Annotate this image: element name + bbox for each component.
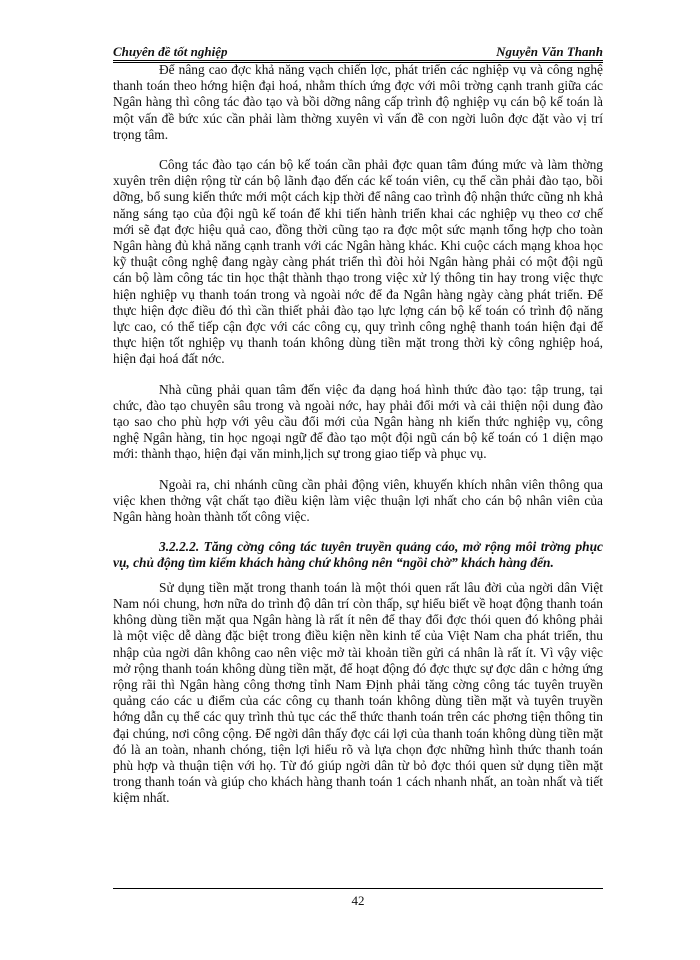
paragraph-training-diversification: Nhà cũng phải quan tâm đến việc đa dạng hoá hình thức đào tạo: tập trung, tại chức, đào tạo chuyên sâu trong và ngoài nớc, hay phải đổi mới và cải thiện nội dung đào tạo sao cho phù hợp với yêu cầu đổi mới của Ngân hàng nh kiến thức nghiệp vụ, công nghệ Ngân hàng, tin học ngoại ngữ để đào tạo một đội ngũ cán bộ kế toán có 1 diện mạo mới: thành thạo, hiện đại văn minh,lịch sự trong giao tiếp và phục vụ. — [113, 381, 603, 462]
paragraph-staff-motivation: Ngoài ra, chi nhánh cũng cần phải động viên, khuyến khích nhân viên thông qua việc khen thởng vật chất tạo điều kiện làm việc thuận lợi nhất cho cán bộ nhân viên của Ngân hàng hoàn thành tốt công việc. — [113, 476, 603, 525]
footer-divider — [113, 888, 603, 889]
paragraph-cash-habits: Sử dụng tiền mặt trong thanh toán là một thói quen rất lâu đời của ngời dân Việt Nam nói chung, hơn nữa do trình độ dân trí còn thấp, sự hiểu biết về hoạt động thanh toán không dùng tiền mặt qua Ngân hàng là rất ít nên để thay đổi đợc thói quen đó không phải là một việc dễ dàng đặc biệt trong điều kiện nền kinh tế của Việt Nam cha phát triển, thu nhập của ngời dân không cao nên việc mở tài khoản tiền gửi cá nhân là rất ít. Vì vậy việc mở rộng thanh toán không dùng tiền mặt, để hoạt động đó đợc thực sự đợc dân c hởng ứng rộng rãi thì Ngân hàng công thơng tỉnh Nam Định phải tăng cờng công tác tuyên truyền quảng cáo các u điểm của các công cụ thanh toán không dùng tiền mặt và tuyên truyền hớng dẫn cụ thể các quy trình thủ tục các thể thức thanh toán trên các phơng tiện thông tin đại chúng, nơi công cộng. Để ngời dân thấy đợc cái lợi của thanh toán không dùng tiền mặt đó là an toàn, nhanh chóng, tiện lợi hiểu rõ và lựa chọn đợc những hình thức thanh toán phù hợp và thuận tiện với họ. Từ đó giúp ngời dân từ bỏ đợc thói quen sử dụng tiền mặt trong thanh toán và giúp cho khách hàng thanh toán 1 cách nhanh nhất, an toàn nhất và tiết kiệm nhất. — [113, 579, 603, 806]
page-body — [113, 62, 603, 821]
page-header — [113, 42, 603, 62]
section-heading-3-2-2-2: 3.2.2.2. Tăng cờng công tác tuyên truyền quảng cáo, mở rộng môi trờng phục vụ, chủ động tìm kiếm khách hàng chứ không nên “ngồi chờ” khách hàng đến. — [113, 539, 603, 571]
header-author-name: Nguyễn Văn Thanh — [496, 44, 603, 59]
page-number: 42 — [351, 893, 365, 908]
paragraph-training-details: Công tác đào tạo cán bộ kế toán cần phải đợc quan tâm đúng mức và làm thờng xuyên trên diện rộng từ cán bộ lãnh đạo đến các kế toán viên, cụ thể cần phải đào tạo, bồi dỡng, bổ sung kiến thức mới một cách kịp thời để nâng cao trình độ nhận thức cũng nh khả năng sáng tạo của đội ngũ kế toán để khi tiến hành triển khai các nghiệp vụ theo cơ chế mới sẽ đạt đợc hiệu quả cao, đồng thời cũng tạo ra đợc một sức mạnh tổng hợp cho toàn Ngân hàng đủ khả năng cạnh tranh với các Ngân hàng khác. Khi cuộc cách mạng khoa học kỹ thuật công nghệ đang ngày càng phát triển thì đòi hỏi Ngân hàng phải có một đội ngũ cán bộ làm công tác tin học thật thành thạo trong việc xử lý thông tin hay trong việc thực hiện nghiệp vụ thanh toán trong và ngoài nớc để đa Ngân hàng ngày càng phát triển. Để thực hiện đợc điều đó thì cần thiết phải đào tạo lực lợng cán bộ kế toán có trình độ năng lực cao, có thể tiếp cận đợc với các công cụ, quy trình công nghệ thanh toán hiện đại để thực hiện tốt nghiệp vụ thanh toán không dùng tiền mặt trong thời kỳ công nghiệp hoá, hiện đại hoá đất nớc. — [113, 157, 603, 367]
paragraph-training-intro: Để nâng cao đợc khả năng vạch chiến lợc, phát triển các nghiệp vụ và công nghệ thanh toán theo hớng hiện đại hoá, nhằm thích ứng đợc với môi trờng cạnh tranh giữa các Ngân hàng thì công tác đào tạo và bồi dỡng nâng cấp trình độ nghiệp vụ cán bộ kế toán là một vấn đề bức xúc cần phải làm thờng xuyên vì vấn đề con ngời luôn đợc đặt vào vị trí trọng tâm. — [113, 62, 603, 142]
header-document-title: Chuyên đề tốt nghiệp — [113, 44, 228, 59]
